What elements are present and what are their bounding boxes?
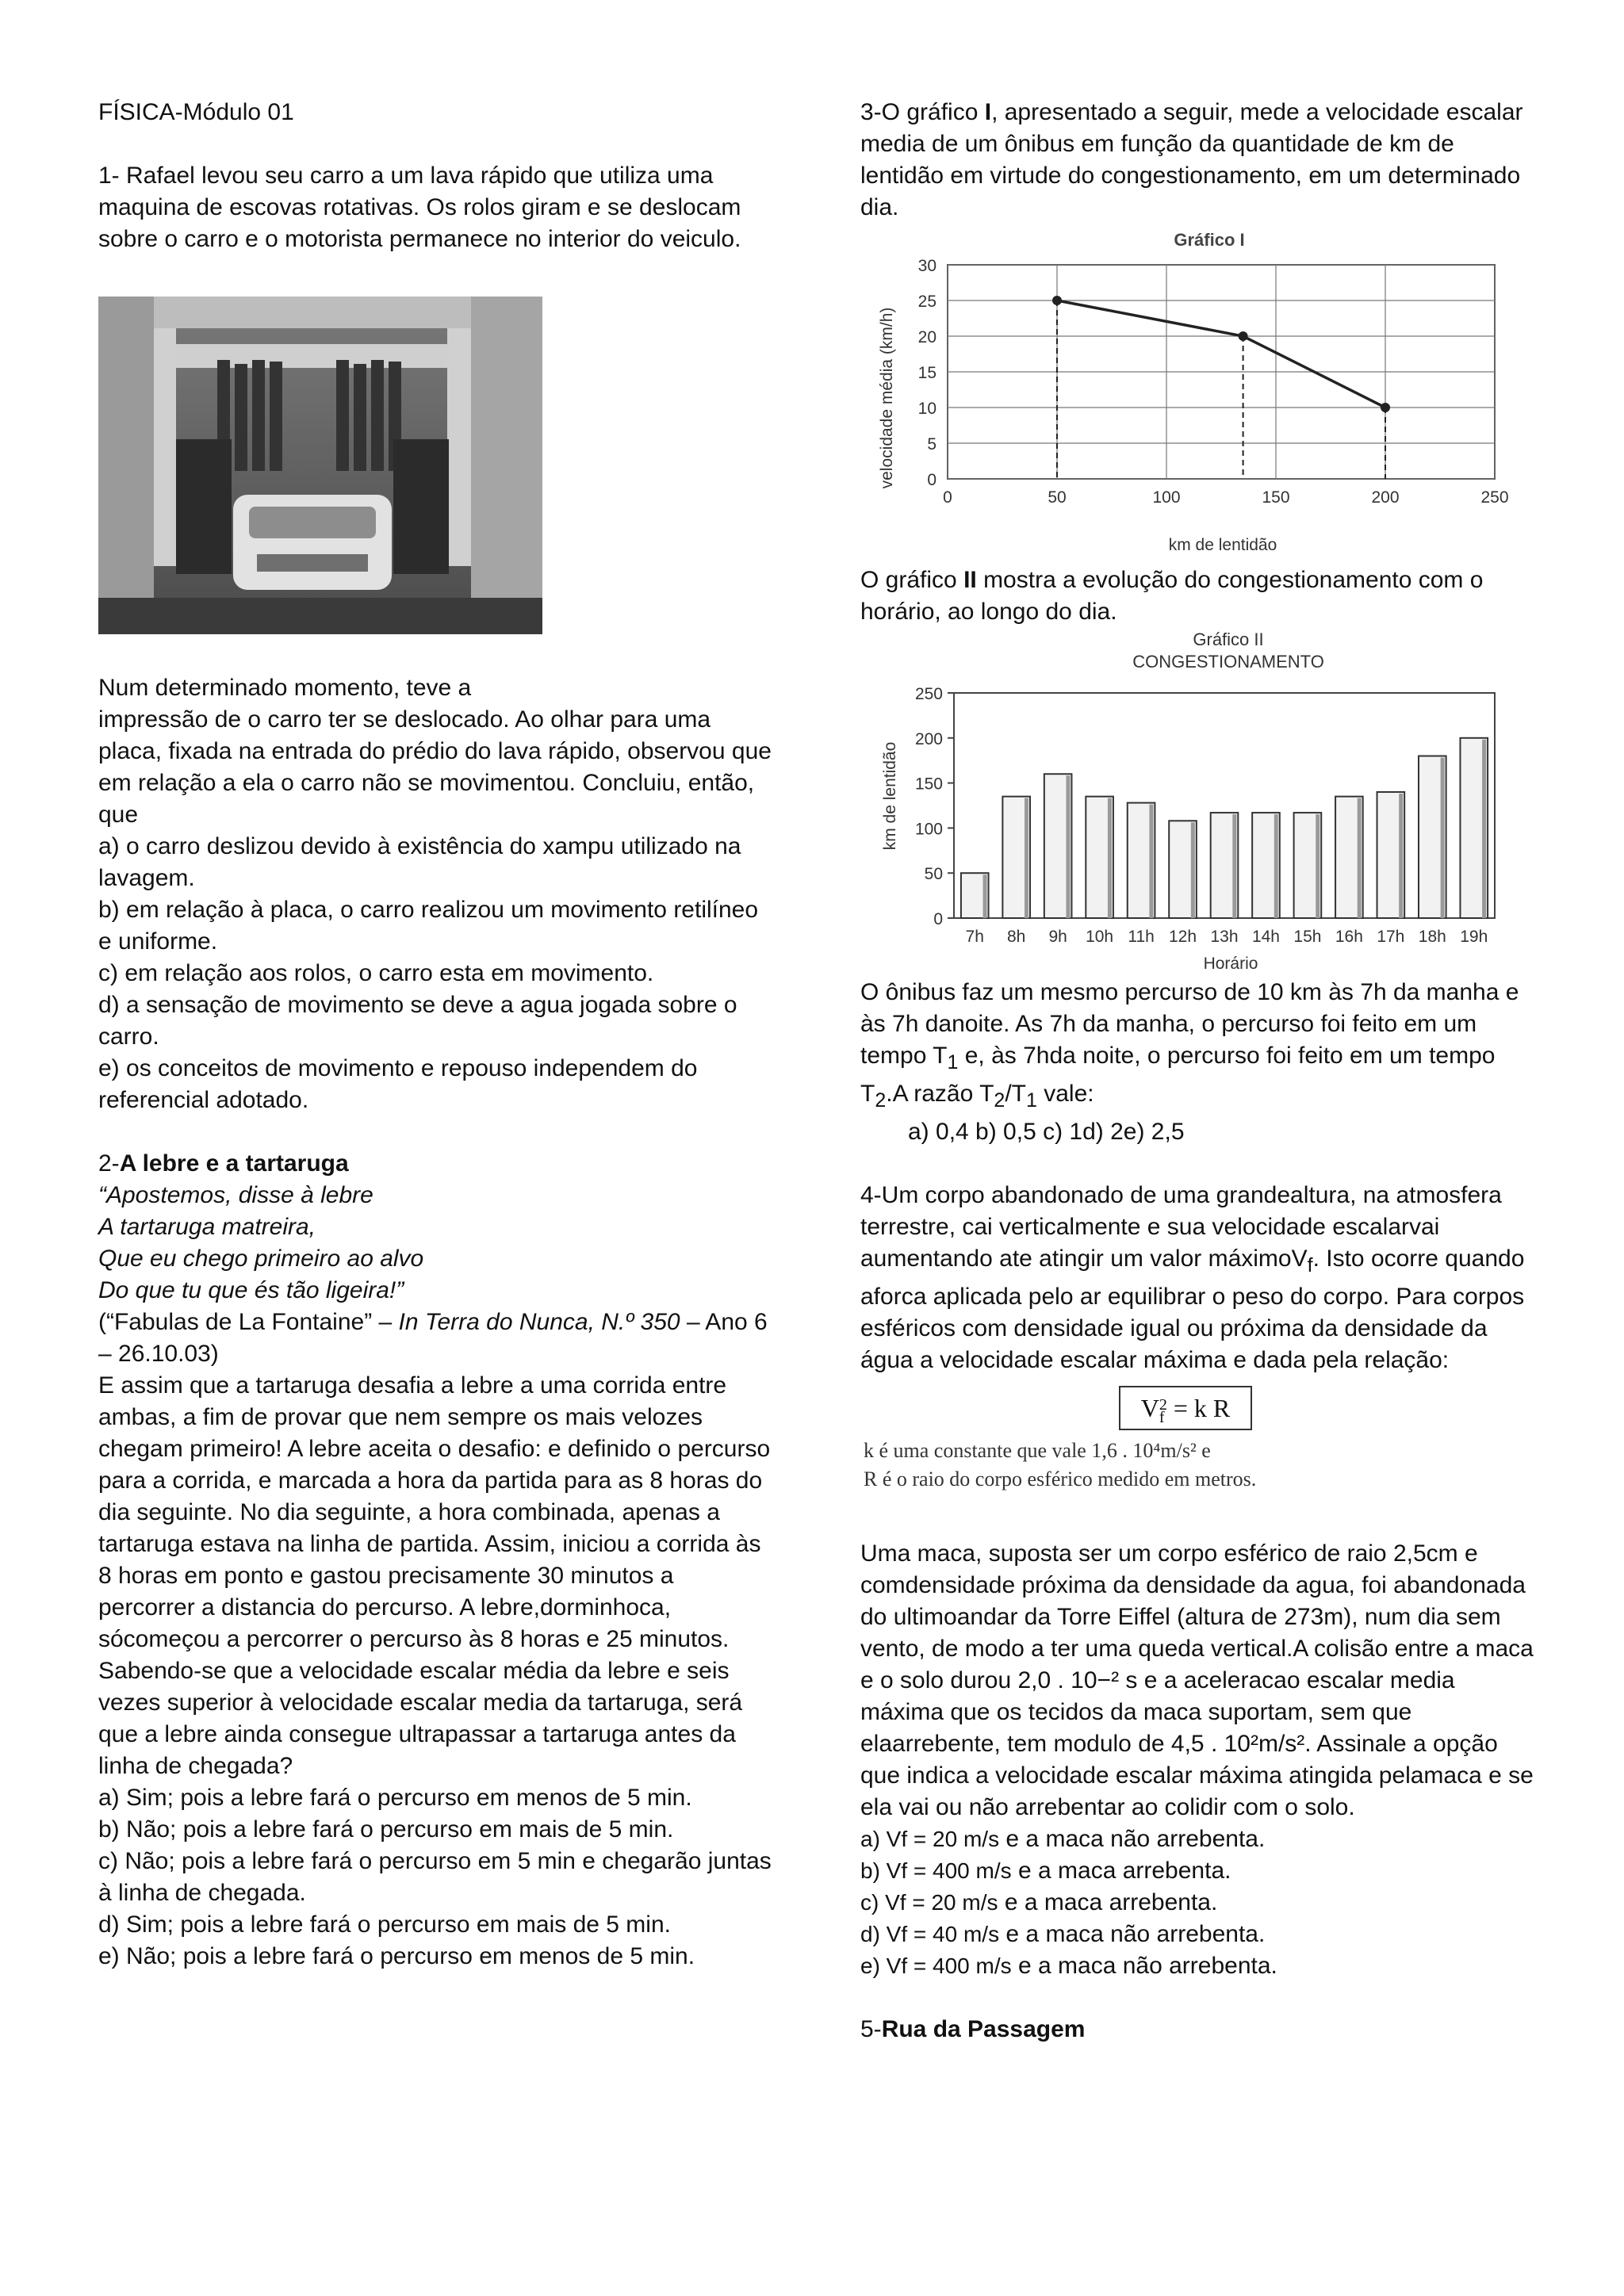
- graph-ii-bar-shade: [1316, 814, 1320, 918]
- q2-citation-b: In Terra do Nunca, N.º 350: [398, 1309, 680, 1335]
- q2-citation: [98, 1307, 772, 1370]
- q3-intro: [860, 97, 1534, 224]
- q3-body-sub-4: 1: [1026, 1089, 1037, 1112]
- graph-ii-bar-shade: [1066, 775, 1070, 918]
- graph-ii-xtick-label: 18h: [1418, 928, 1446, 946]
- graph-ii-xtick-label: 12h: [1169, 928, 1197, 946]
- q4-note-k: k é uma constante que vale 1,6 . 10⁴m/s² e: [864, 1439, 1211, 1462]
- graph-ii-ytick-label: 200: [914, 729, 943, 748]
- graph-i-data-point: [1239, 331, 1248, 341]
- graph-i-xtick-label: 200: [1371, 488, 1400, 507]
- graph-i-data-point: [1052, 296, 1062, 305]
- q4-intro: [860, 1180, 1534, 1345]
- graph-ii-xtick-label: 7h: [965, 928, 984, 946]
- q1-option-e: e) os conceitos de movimento e repouso independem do referencial adotado.: [98, 1055, 698, 1113]
- graph-ii-xtick-label: 10h: [1086, 928, 1114, 946]
- q4-note-r: R é o raio do corpo esférico medido em metros.: [864, 1468, 1257, 1490]
- q4-option-c-pre: c) Vf = 20 m/s: [860, 1890, 998, 1915]
- graph-ii-chart: [860, 628, 1511, 977]
- q2-option-d: d) Sim; pois a lebre fará o percurso em mais de 5 min.: [98, 1911, 671, 1938]
- q4-intro-sub: f: [1307, 1254, 1313, 1276]
- q4-option-b-pre: b) Vf = 400 m/s: [860, 1858, 1012, 1883]
- q1-text-2: impressão de o carro ter se deslocado. Ao olhar para uma placa, fixada na entrada do prédio do lava rápido, observou que em relação a ela o carro não se movimentou. Concluiu, então, que: [98, 706, 772, 828]
- q3-body-sub-2: 2: [875, 1089, 887, 1112]
- graph-i-ytick-label: 20: [917, 328, 936, 346]
- graph-ii-xtick-label: 15h: [1293, 928, 1322, 946]
- graph-ii-ylabel: km de lentidão: [881, 741, 899, 851]
- q3-body-c: e, às 7hda noite, o percurso foi feito em um tempo T: [860, 1043, 1496, 1107]
- q2-poem-line-4: Do que tu que és tão ligeira!”: [98, 1277, 404, 1303]
- left-column: [98, 97, 772, 1973]
- graph-i-ylabel: velocidade média (km/h): [878, 307, 896, 489]
- q4-option-a-pre: a) Vf = 20 m/s: [860, 1827, 1000, 1851]
- q2-heading: [98, 1148, 772, 1180]
- graph-ii-xtick-label: 8h: [1007, 928, 1026, 946]
- q4-option-c: [860, 1887, 1534, 1919]
- q2-option-a: a) Sim; pois a lebre fará o percurso em menos de 5 min.: [98, 1785, 692, 1811]
- graph-ii-xtick-label: 11h: [1128, 928, 1155, 946]
- q1-text-1: Num determinado momento, teve a: [98, 675, 472, 701]
- graph-ii-bar-shade: [1149, 805, 1153, 918]
- q2-poem-line-3: Que eu chego primeiro ao alvo: [98, 1246, 424, 1272]
- formula-v: V: [1140, 1394, 1159, 1422]
- formula-rhs: = k R: [1166, 1394, 1231, 1422]
- q1-intro: 1- Rafael levou seu carro a um lava rápido que utiliza uma maquina de escovas rotativas. Os rolos giram e se deslocam sobre o carro e o motorista permanece no interior do veiculo.: [98, 163, 741, 252]
- q1-option-b: b) em relação à placa, o carro realizou um movimento retilíneo e uniforme.: [98, 897, 759, 955]
- graph-i-ytick-label: 10: [917, 400, 936, 418]
- q4-intro-c: . Isto ocorre quando aforca aplicada pelo ar equilibrar o peso do corpo. Para corpos esféricos com densidade igual ou próxima da densidade da: [860, 1246, 1525, 1341]
- graph-ii-bar-shade: [1191, 822, 1195, 918]
- formula-box: [1119, 1386, 1253, 1430]
- right-column: [860, 97, 1534, 2045]
- graph-i-ytick-label: 25: [917, 293, 936, 311]
- q2-poem-line-1: “Apostemos, disse à lebre: [98, 1182, 373, 1208]
- q3-body-sub-3: 2: [994, 1089, 1005, 1112]
- q3-body-i: vale:: [1036, 1081, 1094, 1107]
- graph-ii-bar-shade: [1025, 798, 1028, 918]
- graph-i-ytick-label: 15: [917, 364, 936, 382]
- graph-ii-subtitle: CONGESTIONAMENTO: [1132, 652, 1324, 672]
- car-wash-photo: [98, 297, 542, 634]
- q4-option-d-pre: d) Vf = 40 m/s: [860, 1922, 1000, 1946]
- graph-ii-bar-shade: [1358, 798, 1362, 918]
- q3-intro-c: , apresentado a seguir, mede a velocidade escalar media de um ônibus em função da quantidade de km de lentidão em virtude do congestionamento, em um determinado dia.: [860, 99, 1523, 220]
- q4-option-c-post: e a maca arrebenta.: [998, 1889, 1218, 1915]
- graph-ii-title: Gráfico II: [1193, 629, 1264, 649]
- q4-option-d-post: e a maca não arrebenta.: [999, 1921, 1266, 1947]
- graph-ii-bar-shade: [1274, 814, 1278, 918]
- q3-graph-ii-ref: II: [963, 567, 977, 593]
- q4-body: Uma maca, suposta ser um corpo esférico de raio 2,5cm e comdensidade próxima da densidade da agua, foi abandonada do ultimoandar da Torre Eiffel (altura de 273m), num dia sem vento, de modo a ter uma queda vertical.A colisão entre a maca e o solo durou 2,0 . 10−² s e a aceleracao escalar media máxima que os tecidos da maca suportam, sem que elaarrebente, tem modulo de 4,5 . 10²m/s². Assinale a opção que indica a velocidade escalar máxima atingida pelamaca e se ela vai ou não arrebentar ao colidir com o solo.: [860, 1540, 1534, 1820]
- graph-ii-bar-shade: [1441, 758, 1445, 918]
- graph-ii-xtick-label: 19h: [1460, 928, 1488, 946]
- graph-ii-bar-shade: [1399, 794, 1403, 918]
- graph-i-ytick-label: 0: [927, 471, 936, 489]
- q2-number: 2-: [98, 1150, 120, 1177]
- q2-option-b: b) Não; pois a lebre fará o percurso em mais de 5 min.: [98, 1816, 674, 1843]
- graph-ii-bar-shade: [1482, 740, 1486, 918]
- page-title: FÍSICA-Módulo 01: [98, 99, 294, 125]
- graph-ii-xtick-label: 9h: [1048, 928, 1067, 946]
- graph-ii-ytick-label: 100: [914, 820, 943, 839]
- graph-i-xtick-label: 150: [1262, 488, 1290, 507]
- q3-mid-c: mostra a evolução do congestionamento com o horário, ao longo do dia.: [860, 567, 1484, 625]
- q4-option-a: [860, 1823, 1534, 1855]
- graph-i-chart: [860, 224, 1511, 557]
- q2-title: A lebre e a tartaruga: [119, 1150, 349, 1177]
- graph-i-ytick-label: 5: [927, 435, 936, 453]
- graph-i-xtick-label: 100: [1152, 488, 1181, 507]
- graph-ii-xtick-label: 17h: [1377, 928, 1405, 946]
- graph-i-series-line: [1057, 300, 1385, 408]
- graph-ii-xtick-label: 16h: [1335, 928, 1363, 946]
- q4-option-b-post: e a maca arrebenta.: [1011, 1858, 1231, 1884]
- graph-i-data-point: [1381, 403, 1390, 412]
- q3-intro-a: 3-O gráfico: [860, 99, 985, 125]
- formula-box-wrap: [1035, 1386, 1336, 1430]
- q5-heading: [860, 2014, 1534, 2045]
- q4-option-a-post: e a maca não arrebenta.: [999, 1826, 1266, 1852]
- q4-option-b: [860, 1855, 1534, 1887]
- q3-body-sub-1: 1: [947, 1051, 959, 1073]
- graph-i-xlabel: km de lentidão: [1168, 536, 1277, 554]
- q2-option-c: c) Não; pois a lebre fará o percurso em 5 min e chegarão juntas à linha de chegada.: [98, 1848, 772, 1906]
- q2-option-e: e) Não; pois a lebre fará o percurso em menos de 5 min.: [98, 1943, 695, 1969]
- q3-mid: [860, 564, 1534, 628]
- graph-ii-xtick-label: 13h: [1210, 928, 1239, 946]
- q3-mid-a: O gráfico: [860, 567, 964, 593]
- q1-option-a: a) o carro deslizou devido à existência do xampu utilizado na lavagem.: [98, 833, 741, 891]
- graph-i-xtick-label: 250: [1480, 488, 1509, 507]
- graph-i-ytick-label: 30: [917, 257, 936, 275]
- q3-graph-i-ref: I: [984, 99, 992, 125]
- q5-number: 5-: [860, 2016, 882, 2042]
- graph-ii-ytick-label: 250: [914, 685, 943, 703]
- q2-body: E assim que a tartaruga desafia a lebre a uma corrida entre ambas, a fim de provar que nem sempre os mais velozes chegam primeiro! A lebre aceita o desafio: e definido o percurso para a corrida, e marcada a hora da partida para as 8 horas do dia seguinte. No dia seguinte, a hora combinada, apenas a tartaruga estava na linha de partida. Assim, iniciou a corrida às 8 horas em ponto e gastou precisamente 30 minutos a percorrer a distancia do percurso. A lebre,dorminhoca, sócomeçou a percorrer o percurso às 8 horas e 25 minutos. Sabendo-se que a velocidade escalar média da lebre e seis vezes superior à velocidade escalar media da tartaruga, será que a lebre ainda consegue ultrapassar a tartaruga antes da linha de chegada?: [98, 1372, 771, 1779]
- q2-poem-line-2: A tartaruga matreira,: [98, 1214, 316, 1240]
- graph-ii-bar-shade: [983, 874, 987, 918]
- q2-citation-a: (“Fabulas de La Fontaine” –: [98, 1309, 399, 1335]
- q4-intro-d: água a velocidade escalar máxima e dada pela relação:: [860, 1347, 1450, 1373]
- q5-title: Rua da Passagem: [881, 2016, 1086, 2042]
- graph-ii-ytick-label: 50: [924, 865, 943, 884]
- graph-i-xtick-label: 50: [1048, 488, 1067, 507]
- graph-ii-bar-shade: [1232, 814, 1236, 918]
- q4-intro-a: 4-Um corpo abandonado de uma grandealtura, na atmosfera terrestre, cai verticalmente e sua velocidade escalarvai aumentando ate atingir um valor máximoV: [860, 1182, 1502, 1272]
- graph-i-xtick-label: 0: [943, 488, 952, 507]
- q4-option-e-post: e a maca não arrebenta.: [1011, 1953, 1277, 1979]
- q3-body-a: O ônibus faz um mesmo percurso de 10 km às 7h da manha e às 7h danoite. As 7h da manha, o percurso foi feito em um tempo T: [860, 979, 1519, 1069]
- q3-body-g: /T: [1005, 1081, 1026, 1107]
- q3-body-e: .A razão T: [886, 1081, 994, 1107]
- formula-sup: 2: [1159, 1395, 1167, 1414]
- formula-sub: f: [1159, 1408, 1165, 1426]
- graph-ii-ytick-label: 0: [933, 910, 943, 928]
- graph-ii-bar-shade: [1108, 798, 1112, 918]
- graph-ii-ytick-label: 150: [914, 775, 943, 794]
- graph-i-title: Gráfico I: [1174, 230, 1245, 250]
- q1-option-d: d) a sensação de movimento se deve a agua jogada sobre o carro.: [98, 992, 737, 1050]
- q4-option-e: [860, 1950, 1534, 1982]
- graph-ii-xtick-label: 14h: [1251, 928, 1280, 946]
- q3-options: a) 0,4 b) 0,5 c) 1d) 2e) 2,5: [908, 1119, 1185, 1145]
- graph-ii-xlabel: Horário: [1203, 955, 1258, 973]
- q3-body: [860, 977, 1534, 1116]
- q1-option-c: c) em relação aos rolos, o carro esta em movimento.: [98, 960, 654, 986]
- q2-citation-c: – Ano 6 – 26.10.03): [98, 1309, 768, 1367]
- q4-option-e-pre: e) Vf = 400 m/s: [860, 1954, 1012, 1978]
- q4-option-d: [860, 1919, 1534, 1950]
